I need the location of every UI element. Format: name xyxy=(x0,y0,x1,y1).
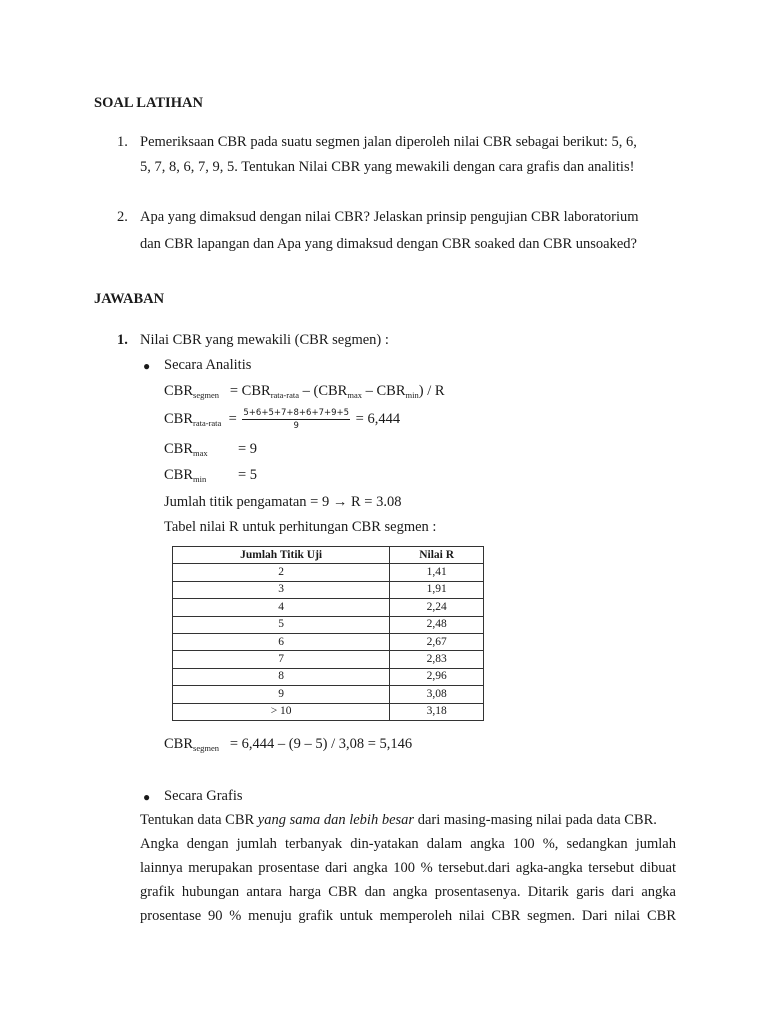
formula-min: $CBR_{min}$ xyxy=(164,467,207,484)
table-row xyxy=(173,616,484,633)
answer-1-number: 1. xyxy=(117,332,128,348)
cell-r: 1,91 xyxy=(390,581,484,598)
question-1-line2: 5, 7, 8, 6, 7, 9, 5. Tentukan Nilai CBR yang mewakili dengan cara grafis dan analitis! xyxy=(140,159,635,175)
cell-points: 9 xyxy=(173,686,390,703)
table-row xyxy=(173,599,484,616)
table-row xyxy=(173,703,484,720)
cell-r: 2,67 xyxy=(390,633,484,650)
cell-r: 2,96 xyxy=(390,668,484,685)
column-header-points: Jumlah Titik Uji xyxy=(173,547,390,564)
cell-r: 2,24 xyxy=(390,599,484,616)
cell-points: 2 xyxy=(173,564,390,581)
question-2-number: 2. xyxy=(117,209,128,225)
table-caption: Tabel nilai R untuk perhitungan CBR segmen : xyxy=(164,519,437,535)
page-heading: SOAL LATIHAN xyxy=(94,95,203,111)
column-header-r: Nilai R xyxy=(390,547,484,564)
table-row xyxy=(173,581,484,598)
formula-min-value: = 5 xyxy=(238,467,258,483)
grafis-line-2: Angka dengan jumlah terbanyak din-yatakan dalam angka 100 %, sedangkan jumlah xyxy=(140,836,676,852)
bullet-grafis-label: Secara Grafis xyxy=(164,788,243,804)
table-row xyxy=(173,633,484,650)
formula-average: $CBR_{rata-rata}$ = $\frac{5+6+5+7+8+6+7+9+5}{9}$ = 6,444 xyxy=(164,408,401,431)
r-value-table xyxy=(172,546,484,721)
question-2-line2: dan CBR lapangan dan Apa yang dimaksud dengan CBR soaked dan CBR unsoaked? xyxy=(140,236,637,252)
grafis-line-5: prosentase 90 % menuju grafik untuk memperoleh nilai CBR segmen. Dari nilai CBR xyxy=(140,908,676,924)
formula-max-value: = 9 xyxy=(238,441,258,457)
table-row xyxy=(173,668,484,685)
cell-points: 3 xyxy=(173,581,390,598)
table-row xyxy=(173,686,484,703)
grafis-line-1: Tentukan data CBR yang sama dan lebih besar dari masing-masing nilai pada data CBR. xyxy=(140,812,657,828)
cell-r: 3,18 xyxy=(390,703,484,720)
table-header-row xyxy=(173,547,484,564)
cell-points: 7 xyxy=(173,651,390,668)
cell-points: 4 xyxy=(173,599,390,616)
result-formula: $CBR_{segmen}$ = 6,444 – (9 – 5) / 3,08 = 5,146 xyxy=(164,736,413,753)
cell-r: 3,08 xyxy=(390,686,484,703)
bullet-icon: ● xyxy=(143,790,151,804)
cell-points: 5 xyxy=(173,616,390,633)
observation-count: Jumlah titik pengamatan = 9 → R = 3.08 xyxy=(164,494,402,510)
cell-r: 2,83 xyxy=(390,651,484,668)
question-1-number: 1. xyxy=(117,134,128,150)
bullet-analitis-label: Secara Analitis xyxy=(164,357,252,373)
grafis-line-4: grafik hubungan antara harga CBR dan angka prosentasenya. Ditarik garis dari angka xyxy=(140,884,676,900)
table-row xyxy=(173,564,484,581)
table-row xyxy=(173,651,484,668)
bullet-icon: ● xyxy=(143,359,151,373)
cell-points: > 10 xyxy=(173,703,390,720)
question-2-line1: Apa yang dimaksud dengan nilai CBR? Jelaskan prinsip pengujian CBR laboratorium xyxy=(140,209,639,225)
average-fraction: $\frac{5+6+5+7+8+6+7+9+5}{9}$ xyxy=(243,408,350,431)
cell-points: 8 xyxy=(173,668,390,685)
question-1-line1: Pemeriksaan CBR pada suatu segmen jalan diperoleh nilai CBR sebagai berikut: 5, 6, xyxy=(140,134,637,150)
cell-r: 1,41 xyxy=(390,564,484,581)
answer-heading: JAWABAN xyxy=(94,291,165,307)
grafis-paragraph xyxy=(140,808,676,928)
cell-r: 2,48 xyxy=(390,616,484,633)
answer-1-title: Nilai CBR yang mewakili (CBR segmen) : xyxy=(140,332,389,348)
grafis-line-3: lainnya merupakan prosentase dari angka 100 % tersebut.dari agka-angka tersebut dibuat xyxy=(140,860,676,876)
cell-points: 6 xyxy=(173,633,390,650)
formula-max: $CBR_{max}$ xyxy=(164,441,208,458)
formula-main: $CBR_{segmen}$ = $CBR_{rata-rata} - (CBR_{max} - CBR_{min})$ / R xyxy=(164,383,445,400)
